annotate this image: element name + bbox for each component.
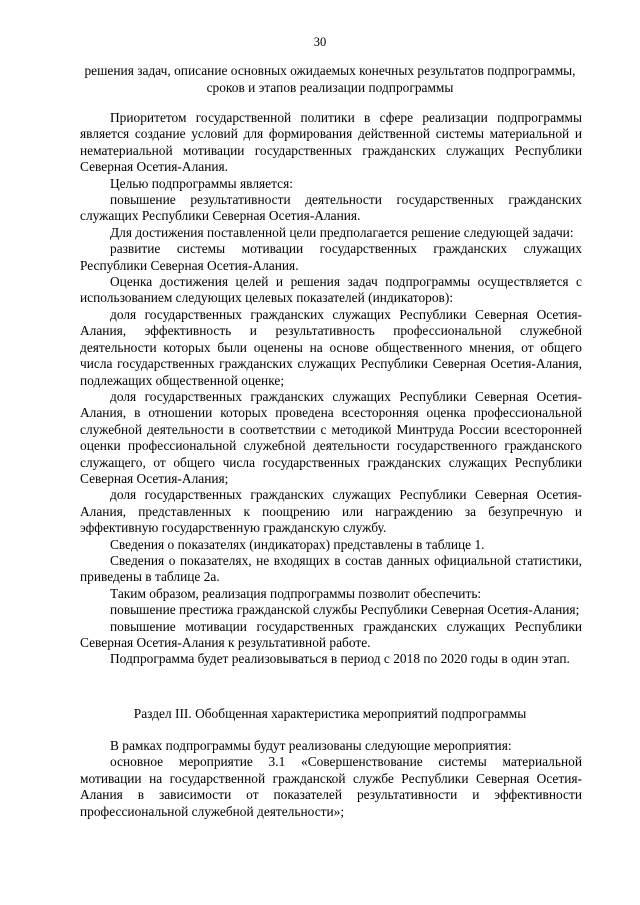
paragraph: развитие системы мотивации государственных гражданских служащих Республики Северная Осетия-Алания. [80,241,582,273]
paragraph: Приоритетом государственной политики в сфере реализации подпрограммы является создание условий для формирования действенной системы материальной и нематериальной мотивации государственных гражданских служащих Республики Северная Осетия-Алания. [80,110,582,175]
paragraph: Сведения о показателях, не входящих в состав данных официальной статистики, приведены в таблице 2а. [80,552,582,585]
body-text-block [80,110,582,668]
paragraph: повышение престижа гражданской службы Республики Северная Осетия-Алания; [110,602,580,618]
paragraph: Для достижения поставленной цели предполагается решение следующей задачи: [110,224,574,240]
subprogram-heading: решения задач, описание основных ожидаемых конечных результатов подпрограммы, сроков и этапов реализации подпрограммы [84,63,576,95]
paragraph: доля государственных гражданских служащих Республики Северная Осетия-Алания, эффективность и результативность профессиональной служебной деятельности которых были оценены на основе общественного мнения, от общего числа государственных гражданских служащих Республики Северная Осетия-Алания, подлежащих общественной оценке; [80,306,582,388]
paragraph: Таким образом, реализация подпрограммы позволит обеспечить: [110,585,482,601]
body-text-block [80,738,582,820]
paragraph: доля государственных гражданских служащих Республики Северная Осетия-Алания, в отношении которых проведена всесторонняя оценка профессиональной служебной деятельности в соответствии с методикой Минтруда России всесторонней оценки профессиональной служебной деятельности государственного гражданского служащего, от общего числа государственных гражданских служащих Республики Северная Осетия-Алания; [80,388,582,486]
paragraph: основное мероприятие 3.1 «Совершенствование системы материальной мотивации на государственной гражданской службе Республики Северная Осетия-Алания в зависимости от показателей результативности и эффективности профессиональной служебной деятельности»; [80,754,582,819]
paragraph: Подпрограмма будет реализовываться в период с 2018 по 2020 годы в один этап. [110,651,570,667]
paragraph: Сведения о показателях (индикаторах) представлены в таблице 1. [110,536,485,552]
paragraph: повышение результативности деятельности государственных гражданских служащих Республики Северная Осетия-Алания. [80,192,582,224]
page-number: 30 [313,35,327,49]
paragraph: повышение мотивации государственных гражданских служащих Республики Северная Осетия-Алания к результативной работе. [80,618,582,650]
section-heading: Раздел III. Обобщенная характеристика мероприятий подпрограммы [133,706,527,721]
paragraph: Целью подпрограммы является: [110,175,293,191]
paragraph: В рамках подпрограммы будут реализованы следующие мероприятия: [110,738,512,753]
paragraph: доля государственных гражданских служащих Республики Северная Осетия-Алания, представленных к поощрению или награждению за безупречную и эффективную государственную гражданскую службу. [80,487,582,536]
paragraph: Оценка достижения целей и решения задач подпрограммы осуществляется с использованием следующих целевых показателей (индикаторов): [80,274,582,306]
